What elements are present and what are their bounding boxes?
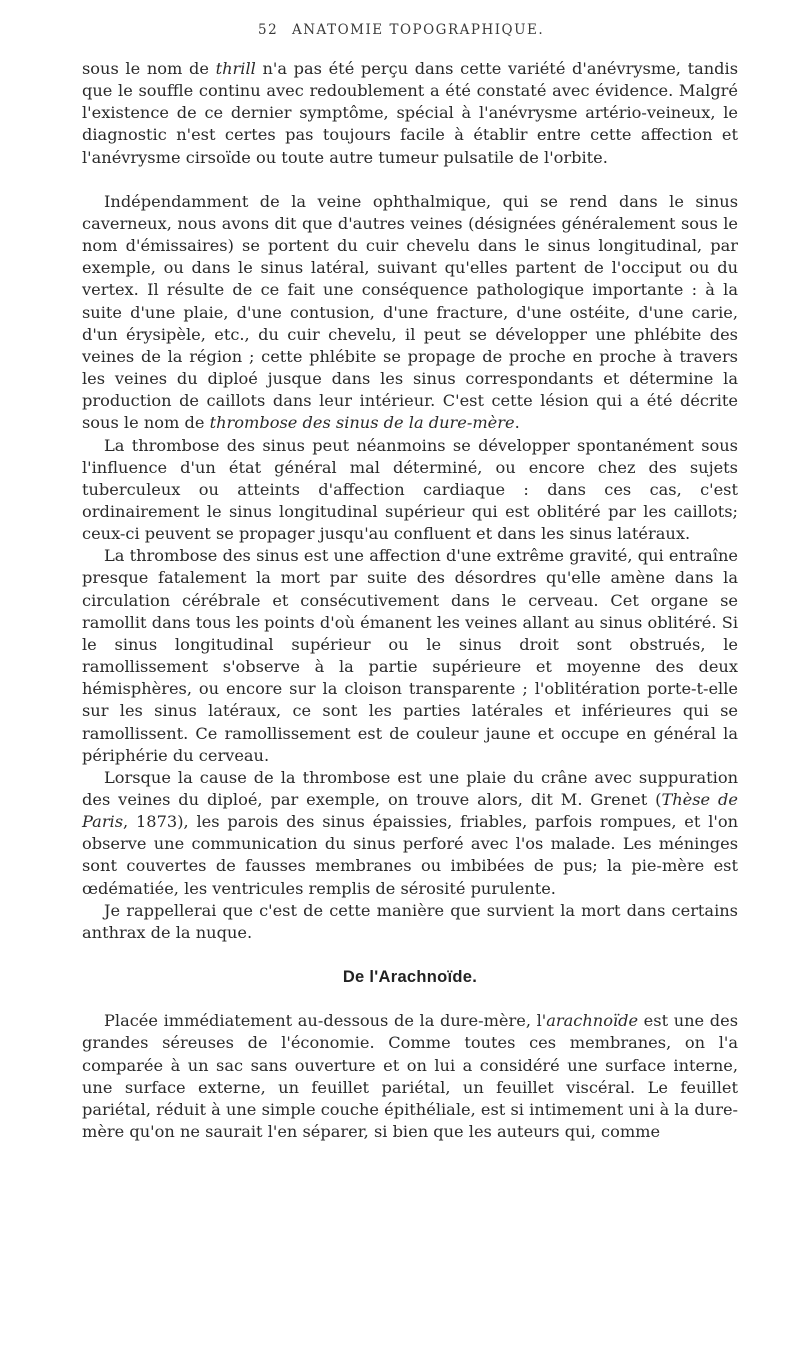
citation-these: Thèse de Paris (82, 790, 738, 832)
term-thrill: thrill (215, 59, 256, 78)
section-heading: De l'Arachnoïde. (342, 968, 478, 987)
running-title: ANATOMIE TOPOGRAPHIQUE. (292, 22, 545, 38)
paragraph-4: La thrombose des sinus est une affection d'une extrême gravité, qui entraîne presque fatalement la mort par suite des désordres qu'elle amène dans la circulation cérébrale et consécutivement dans le cerveau. Cet organe se ramollit dans tous les points d'où émanent les veines allant au sinus oblitéré. Si le sinus longitudinal supérieur ou le sinus droit sont obstrués, le ramollissement s'observe à la partie supérieure et moyenne des deux hémisphères, ou encore sur la cloison transparente ; l'oblitération porte-t-elle sur les sinus latéraux, ce sont les parties latérales et inférieures qui se ramollissent. Ce ramollissement est de couleur jaune et occupe en général la périphérie du cerveau. (82, 546, 738, 765)
paragraph-3: La thrombose des sinus peut néanmoins se développer spontanément sous l'influence d'un état général mal déterminé, ou encore chez des sujets tuberculeux ou atteints d'affection cardiaque : dans ces cas, c'est ordinairement le sinus longitudinal supérieur qui est oblitéré par les caillots; ceux-ci peuvent se propager jusqu'au confluent et dans les sinus latéraux. (82, 435, 738, 544)
paragraph-1: sous le nom de thrill n'a pas été perçu dans cette variété d'anévrysme, tandis que le souffle continu avec redoublement a été constaté avec évidence. Malgré l'existence de ce dernier symptôme, spécial à l'anévrysme artério-veineux, le diagnostic n'est certes pas toujours facile à établir entre cette affection et l'anévrysme cirsoïde ou toute autre tumeur pulsatile de l'orbite. (82, 59, 738, 167)
running-head (82, 22, 738, 46)
term-arachnoide: arachnoïde (546, 1011, 639, 1031)
paragraph-2: Indépendamment de la veine ophthalmique, qui se rend dans le sinus caverneux, nous avons dit que d'autres veines (désignées généralement sous le nom d'émissaires) se portent du cuir chevelu dans le sinus longitudinal, par exemple, ou dans le sinus latéral, suivant qu'elles partent de l'occiput ou du vertex. Il résulte de ce fait une conséquence pathologique importante : à la suite d'une plaie, d'une contusion, d'une fracture, d'une ostéite, d'une carie, d'un érysipèle, etc., du cuir chevelu, il peut se développer une phlébite des veines de la région ; cette phlébite se propage de proche en proche à travers les veines du diploé jusque dans les sinus correspondants et détermine la production de caillots dans leur intérieur. C'est cette lésion qui a été décrite sous le nom de thrombose des sinus de la dure-mère. (82, 191, 738, 433)
body-text (82, 58, 738, 1143)
term-thrombose: thrombose des sinus de la dure-mère (209, 413, 515, 433)
page-number: 52 (258, 22, 279, 38)
paragraph-5: Lorsque la cause de la thrombose est une plaie du crâne avec suppuration des veines du diploé, par exemple, on trouve alors, dit M. Grenet (Thèse de Paris, 1873), les parois des sinus épaissies, friables, parfois rompues, et l'on observe une communication du sinus perforé avec l'os malade. Les méninges sont couvertes de fausses membranes ou imbibées de pus; la pie-mère est œdématiée, les ventricules remplis de sérosité purulente. (82, 767, 738, 898)
paragraph-6: Je rappellerai que c'est de cette manière que survient la mort dans certains anthrax de la nuque. (82, 900, 738, 942)
paragraph-7: Placée immédiatement au-dessous de la dure-mère, l'arachnoïde est une des grandes séreuses de l'économie. Comme toutes ces membranes, on l'a comparée à un sac sans ouverture et on lui a considéré une surface interne, une surface externe, un feuillet pariétal, un feuillet viscéral. Le feuillet pariétal, réduit à une simple couche épithéliale, est si intimement uni à la dure-mère qu'on ne saurait l'en séparer, si bien que les auteurs qui, comme (82, 1011, 739, 1142)
